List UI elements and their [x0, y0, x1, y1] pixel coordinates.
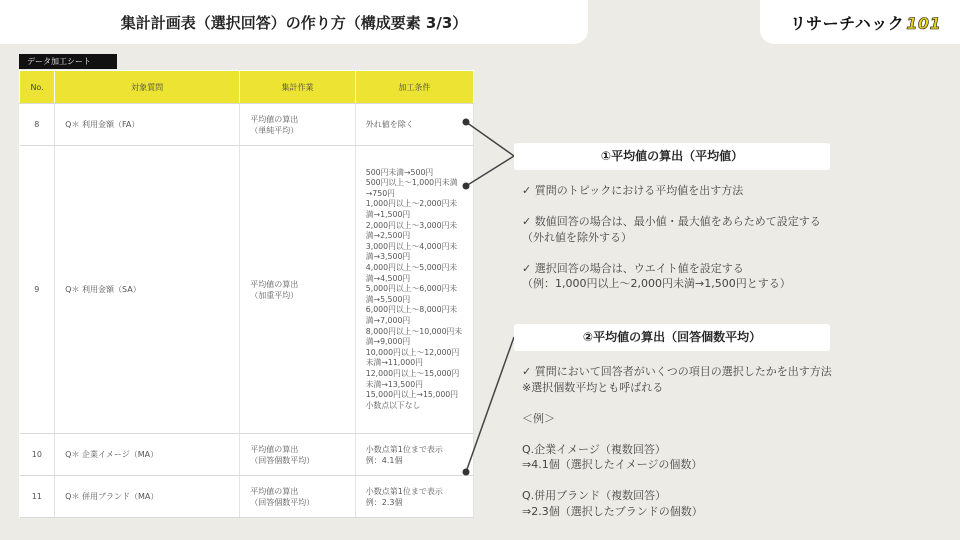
- section-title-average: ①平均値の算出（平均値）: [514, 143, 830, 170]
- table-row: [20, 104, 474, 146]
- logo-text: リサーチハック: [790, 14, 905, 33]
- row-question: Q＊ 利用金額（SA）: [55, 146, 240, 434]
- column-header-question: 対象質問: [55, 71, 240, 104]
- table-header-row: [20, 71, 474, 104]
- row-work: 平均値の算出 （回答個数平均）: [240, 434, 356, 476]
- row-work: 平均値の算出 （加重平均）: [240, 146, 356, 434]
- table-row: [20, 146, 474, 434]
- section-title-count-average: ②平均値の算出（回答個数平均）: [514, 324, 830, 351]
- table-row: [20, 476, 474, 518]
- row-condition: 外れ値を除く: [355, 104, 473, 146]
- logo: [790, 11, 941, 34]
- column-header-work: 集計作業: [240, 71, 356, 104]
- column-header-no: No.: [20, 71, 55, 104]
- row-question: Q＊ 併用ブランド（MA）: [55, 476, 240, 518]
- row-work: 平均値の算出 （単純平均）: [240, 104, 356, 146]
- table-row: [20, 434, 474, 476]
- row-condition: 小数点第1位まで表示 例：2.3個: [355, 476, 473, 518]
- column-header-condition: 加工条件: [355, 71, 473, 104]
- row-no: 11: [20, 476, 55, 518]
- logo-number: 101: [906, 14, 942, 33]
- page-title: 集計計画表（選択回答）の作り方（構成要素 3/3）: [120, 14, 468, 32]
- row-no: 8: [20, 104, 55, 146]
- data-processing-table: [19, 70, 474, 518]
- row-question: Q＊ 利用金額（FA）: [55, 104, 240, 146]
- row-question: Q＊ 企業イメージ（MA）: [55, 434, 240, 476]
- row-no: 10: [20, 434, 55, 476]
- row-no: 9: [20, 146, 55, 434]
- section-body-count-average: ✓ 質問において回答者がいくつの項目の選択したかを出す方法 ※選択個数平均とも呼ばれる ＜例＞ Q.企業イメージ（複数回答） ⇒4.1個（選択したイメージの個数） Q.併用ブランド（複数回答） ⇒2.3個（選択したブランドの個数）: [522, 365, 832, 518]
- row-condition: 500円未満→500円 500円以上～1,000円未満→750円 1,000円以上～2,000円未満→1,500円 2,000円以上～3,000円未満→2,500円 3,000円以上～4,000円未満→3,500円 4,000円以上～5,000円未満→4,500円 5,000円以上～6,000円未満→5,500円 6,000円以上～8,000円未満→7,000円 8,000円以上～10,000円未満→9,000円 10,000円以上～12,000円未満→11,000円 12,000円以上～15,000円未満→13,500円 15,000円以上→15,000円 小数点以下なし: [355, 146, 473, 434]
- sheet-tag: データ加工シート: [19, 54, 117, 69]
- section-body-average: ✓ 質問のトピックにおける平均値を出す方法 ✓ 数値回答の場合は、最小値・最大値をあらためて設定する （外れ値を除外する） ✓ 選択回答の場合は、ウエイト値を設定する （例：1,000円以上～2,000円未満→1,500円とする）: [522, 184, 821, 290]
- row-work: 平均値の算出 （回答個数平均）: [240, 476, 356, 518]
- row-condition: 小数点第1位まで表示 例：4.1個: [355, 434, 473, 476]
